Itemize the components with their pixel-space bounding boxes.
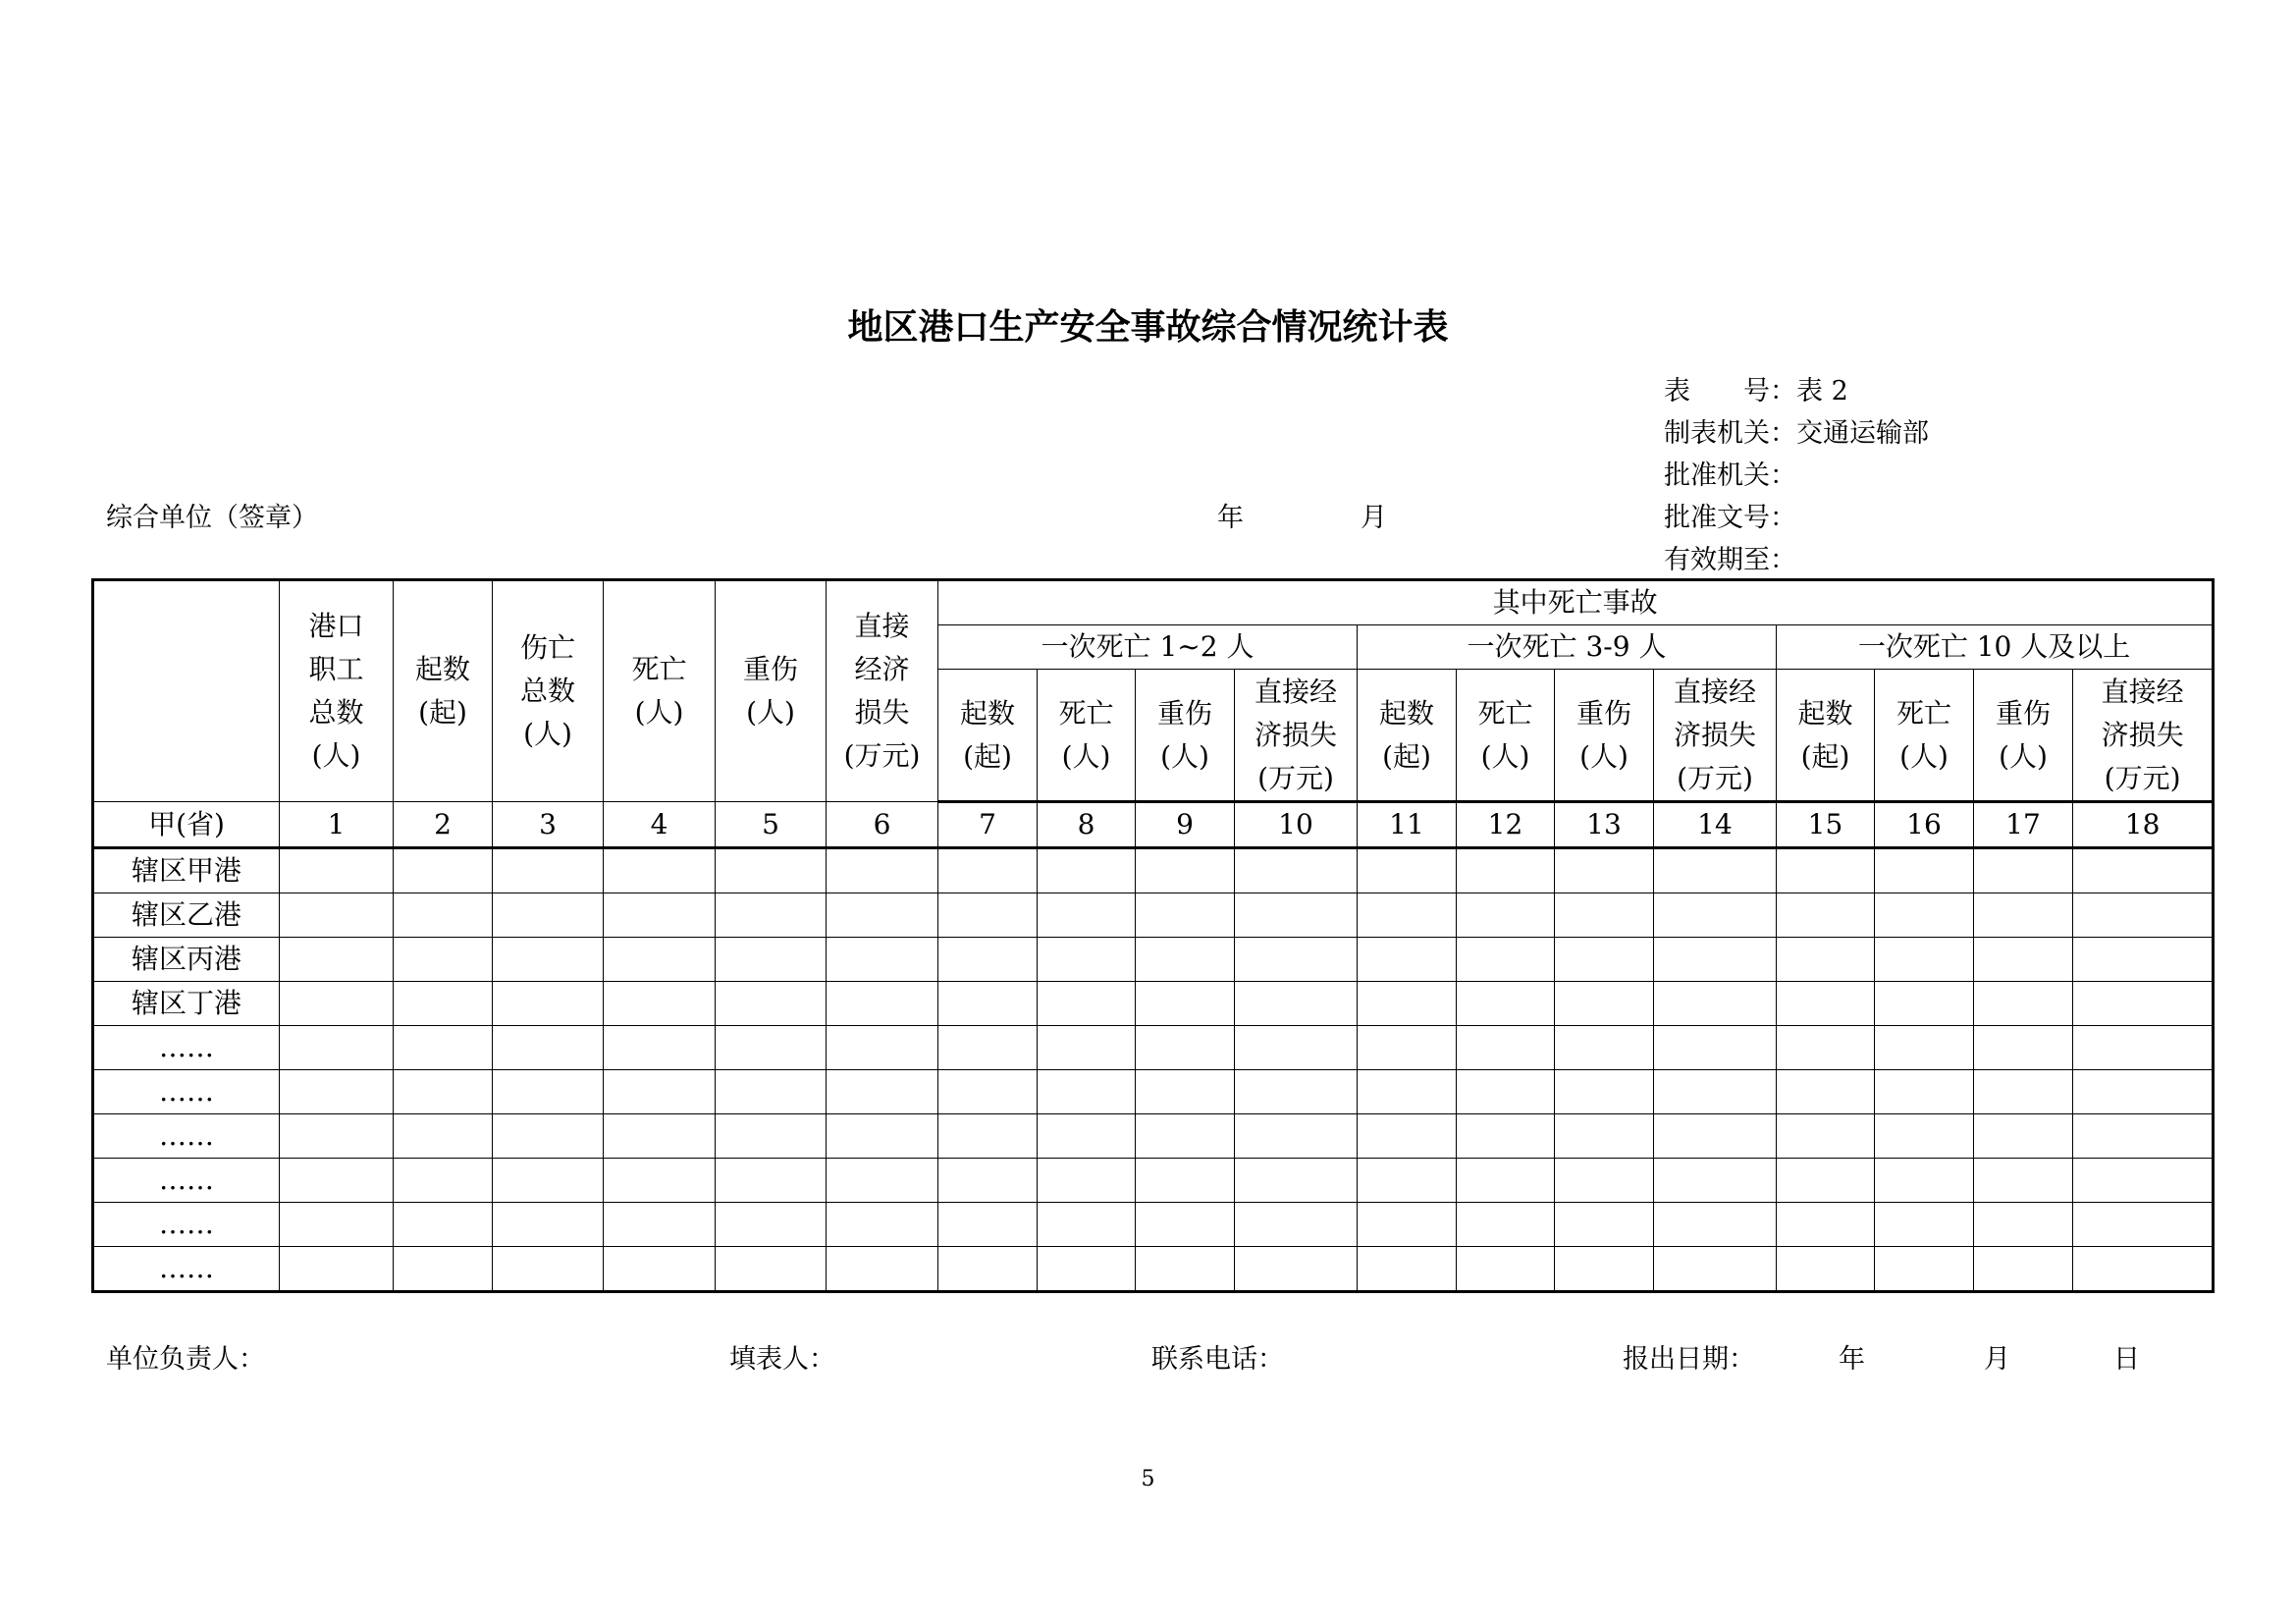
subheader-loss [1235, 670, 1358, 802]
table-row [93, 1026, 2214, 1070]
data-entry-cell[interactable] [1654, 938, 1777, 982]
data-entry-cell[interactable] [1235, 938, 1358, 982]
column-number-row [93, 802, 2214, 848]
data-entry-cell[interactable] [827, 1159, 938, 1203]
data-entry-cell[interactable] [394, 1159, 493, 1203]
data-entry-cell[interactable] [1654, 1159, 1777, 1203]
column-number-cell: 7 [938, 802, 1038, 848]
data-entry-cell[interactable] [1358, 1114, 1457, 1159]
data-entry-cell[interactable] [394, 893, 493, 938]
data-entry-cell[interactable] [1136, 1114, 1235, 1159]
data-entry-cell[interactable] [394, 1070, 493, 1114]
data-entry-cell[interactable] [280, 848, 394, 893]
data-entry-cell[interactable] [1875, 1026, 1974, 1070]
subheader-injuries [1555, 670, 1654, 802]
data-entry-cell[interactable] [1235, 848, 1358, 893]
data-entry-cell[interactable] [1136, 1026, 1235, 1070]
data-entry-cell[interactable] [493, 1114, 604, 1159]
data-entry-cell[interactable] [1654, 1114, 1777, 1159]
column-number-cell: 11 [1358, 802, 1457, 848]
unit-label: 综合单位（签章） [106, 503, 318, 533]
row-label: …… [93, 1114, 280, 1159]
data-entry-cell[interactable] [1136, 848, 1235, 893]
row-label: 辖区甲港 [93, 848, 280, 893]
header-workers-total [280, 580, 394, 802]
data-entry-cell[interactable] [493, 1247, 604, 1292]
data-entry-cell[interactable] [827, 982, 938, 1026]
data-entry-cell[interactable] [604, 1159, 716, 1203]
data-entry-cell[interactable] [1235, 1159, 1358, 1203]
approver-label: 批准机关： [1664, 460, 1796, 491]
column-number-cell: 18 [2073, 802, 2214, 848]
data-entry-cell[interactable] [604, 848, 716, 893]
data-entry-cell[interactable] [1038, 1070, 1136, 1114]
subheader-text: 直接经 济损失 (万元) [1673, 675, 1756, 794]
data-entry-cell[interactable] [1875, 1203, 1974, 1247]
data-entry-cell[interactable] [493, 938, 604, 982]
data-entry-cell[interactable] [493, 1203, 604, 1247]
subheader-deaths [1038, 670, 1136, 802]
data-entry-cell[interactable] [1875, 1114, 1974, 1159]
data-entry-cell[interactable] [1457, 893, 1555, 938]
code-row-label: 甲(省) [93, 802, 280, 848]
data-entry-cell[interactable] [1358, 893, 1457, 938]
data-entry-cell[interactable] [1974, 1247, 2073, 1292]
data-entry-cell[interactable] [1358, 982, 1457, 1026]
valid-until-row [1664, 538, 1796, 576]
data-entry-cell[interactable] [1875, 1070, 1974, 1114]
data-entry-cell[interactable] [493, 1159, 604, 1203]
header-fatal-accidents: 其中死亡事故 [938, 580, 2214, 625]
data-entry-cell[interactable] [938, 1159, 1038, 1203]
subheader-deaths [1875, 670, 1974, 802]
data-entry-cell[interactable] [1235, 1247, 1358, 1292]
row-label: 辖区乙港 [93, 893, 280, 938]
data-entry-cell[interactable] [1974, 982, 2073, 1026]
footer-month-label: 月 [1984, 1344, 2010, 1375]
data-entry-cell[interactable] [1974, 848, 2073, 893]
subheader-text: 直接经 济损失 (万元) [1254, 675, 1337, 794]
data-entry-cell[interactable] [394, 1203, 493, 1247]
data-entry-cell[interactable] [827, 893, 938, 938]
header-deaths [604, 580, 716, 802]
data-entry-cell[interactable] [1875, 1159, 1974, 1203]
data-entry-cell[interactable] [1777, 1070, 1875, 1114]
data-entry-cell[interactable] [1358, 1070, 1457, 1114]
data-entry-cell[interactable] [394, 1114, 493, 1159]
row-label: …… [93, 1247, 280, 1292]
data-entry-cell[interactable] [1136, 1070, 1235, 1114]
data-entry-cell[interactable] [1555, 1203, 1654, 1247]
data-entry-cell[interactable] [280, 1203, 394, 1247]
data-entry-cell[interactable] [1358, 938, 1457, 982]
data-entry-cell[interactable] [1235, 1203, 1358, 1247]
data-entry-cell[interactable] [1777, 982, 1875, 1026]
data-entry-cell[interactable] [394, 1026, 493, 1070]
header-group-3-9-deaths: 一次死亡 3-9 人 [1358, 625, 1777, 670]
table-row [93, 1070, 2214, 1114]
data-entry-cell[interactable] [938, 1203, 1038, 1247]
data-entry-cell[interactable] [827, 938, 938, 982]
data-entry-cell[interactable] [493, 848, 604, 893]
subheader-text: 死亡 (人) [1896, 696, 1951, 773]
subheader-text: 重伤 (人) [1575, 696, 1631, 773]
data-entry-cell[interactable] [1235, 1114, 1358, 1159]
column-number-cell: 14 [1654, 802, 1777, 848]
column-number-cell: 6 [827, 802, 938, 848]
data-entry-cell[interactable] [1654, 1026, 1777, 1070]
data-entry-cell[interactable] [1777, 848, 1875, 893]
maker-row [1664, 411, 1929, 450]
data-entry-cell[interactable] [493, 893, 604, 938]
column-number-cell: 2 [394, 802, 493, 848]
data-entry-cell[interactable] [716, 982, 827, 1026]
table-number-value: 表 2 [1796, 376, 1848, 406]
data-entry-cell[interactable] [604, 1070, 716, 1114]
data-entry-cell[interactable] [604, 1114, 716, 1159]
approval-number-row [1664, 496, 1796, 534]
data-entry-cell[interactable] [280, 1159, 394, 1203]
data-entry-cell[interactable] [1038, 982, 1136, 1026]
data-entry-cell[interactable] [1136, 1159, 1235, 1203]
data-entry-cell[interactable] [1235, 893, 1358, 938]
data-entry-cell[interactable] [716, 1159, 827, 1203]
data-entry-cell[interactable] [1358, 1026, 1457, 1070]
data-entry-cell[interactable] [394, 938, 493, 982]
data-entry-cell[interactable] [1974, 1114, 2073, 1159]
data-entry-cell[interactable] [1235, 1026, 1358, 1070]
data-entry-cell[interactable] [1974, 938, 2073, 982]
data-entry-cell[interactable] [827, 1203, 938, 1247]
maker-value: 交通运输部 [1796, 418, 1929, 449]
data-entry-cell[interactable] [1974, 1026, 2073, 1070]
data-entry-cell[interactable] [1875, 848, 1974, 893]
data-entry-cell[interactable] [604, 893, 716, 938]
header-accident-count [394, 580, 493, 802]
data-entry-cell[interactable] [1235, 1070, 1358, 1114]
data-entry-cell[interactable] [1136, 893, 1235, 938]
data-entry-cell[interactable] [938, 1026, 1038, 1070]
data-entry-cell[interactable] [1038, 848, 1136, 893]
table-row [93, 982, 2214, 1026]
data-entry-cell[interactable] [938, 893, 1038, 938]
subheader-text: 直接经 济损失 (万元) [2101, 675, 2184, 794]
data-entry-cell[interactable] [394, 848, 493, 893]
data-entry-cell[interactable] [827, 848, 938, 893]
column-number-cell: 17 [1974, 802, 2073, 848]
data-entry-cell[interactable] [280, 1247, 394, 1292]
data-entry-cell[interactable] [1358, 1159, 1457, 1203]
data-entry-cell[interactable] [1358, 1203, 1457, 1247]
data-entry-cell[interactable] [1358, 848, 1457, 893]
statistics-table [91, 578, 2215, 1293]
data-entry-cell[interactable] [1555, 893, 1654, 938]
page-number: 5 [1141, 1467, 1155, 1491]
data-entry-cell[interactable] [1457, 1159, 1555, 1203]
data-entry-cell[interactable] [938, 848, 1038, 893]
data-entry-cell[interactable] [1777, 1203, 1875, 1247]
row-label: …… [93, 1070, 280, 1114]
subheader-count [1777, 670, 1875, 802]
data-entry-cell[interactable] [2073, 893, 2214, 938]
column-number-cell: 10 [1235, 802, 1358, 848]
data-entry-cell[interactable] [938, 1247, 1038, 1292]
table-number-label-suffix: 号： [1743, 376, 1796, 406]
data-entry-cell[interactable] [2073, 982, 2214, 1026]
data-entry-cell[interactable] [280, 982, 394, 1026]
column-number-cell: 5 [716, 802, 827, 848]
data-entry-cell[interactable] [1038, 1026, 1136, 1070]
subheader-count [1358, 670, 1457, 802]
table-row [93, 1247, 2214, 1292]
column-number-cell: 8 [1038, 802, 1136, 848]
data-entry-cell[interactable] [280, 1026, 394, 1070]
data-entry-cell[interactable] [1974, 1159, 2073, 1203]
data-entry-cell[interactable] [938, 982, 1038, 1026]
subheader-injuries [1974, 670, 2073, 802]
data-entry-cell[interactable] [1555, 1247, 1654, 1292]
data-entry-cell[interactable] [716, 893, 827, 938]
data-entry-cell[interactable] [1457, 1203, 1555, 1247]
subheader-text: 死亡 (人) [1058, 696, 1114, 773]
subheader-loss [2073, 670, 2214, 802]
header-text: 港口 职工 总数 (人) [308, 610, 364, 772]
data-entry-cell[interactable] [1654, 982, 1777, 1026]
data-entry-cell[interactable] [2073, 1203, 2214, 1247]
column-number-cell: 12 [1457, 802, 1555, 848]
header-text: 死亡 (人) [631, 653, 687, 729]
data-entry-cell[interactable] [1235, 982, 1358, 1026]
data-entry-cell[interactable] [1654, 893, 1777, 938]
data-entry-cell[interactable] [827, 1114, 938, 1159]
data-entry-cell[interactable] [1136, 982, 1235, 1026]
data-entry-cell[interactable] [716, 1070, 827, 1114]
data-entry-cell[interactable] [1777, 1026, 1875, 1070]
data-entry-cell[interactable] [280, 1114, 394, 1159]
data-entry-cell[interactable] [1038, 1247, 1136, 1292]
data-entry-cell[interactable] [1555, 1114, 1654, 1159]
data-entry-cell[interactable] [394, 1247, 493, 1292]
date-year-label: 年 [1217, 503, 1244, 533]
table-row [93, 848, 2214, 893]
data-entry-cell[interactable] [1457, 848, 1555, 893]
column-number-cell: 4 [604, 802, 716, 848]
subheader-text: 起数 (起) [959, 696, 1015, 773]
table-row [93, 1203, 2214, 1247]
header-text: 伤亡 总数 (人) [519, 631, 575, 750]
data-entry-cell[interactable] [280, 1070, 394, 1114]
column-number-cell: 16 [1875, 802, 1974, 848]
data-entry-cell[interactable] [2073, 1114, 2214, 1159]
valid-until-label: 有效期至： [1664, 545, 1796, 575]
data-entry-cell[interactable] [1974, 1070, 2073, 1114]
column-number-cell: 1 [280, 802, 394, 848]
footer-day-label: 日 [2113, 1344, 2140, 1375]
header-serious-injuries [716, 580, 827, 802]
footer-phone-label: 联系电话： [1151, 1344, 1284, 1375]
data-entry-cell[interactable] [1038, 1203, 1136, 1247]
data-entry-cell[interactable] [394, 982, 493, 1026]
data-entry-cell[interactable] [1038, 1159, 1136, 1203]
row-label: …… [93, 1026, 280, 1070]
approval-number-label: 批准文号： [1664, 503, 1796, 533]
data-entry-cell[interactable] [1777, 1159, 1875, 1203]
data-entry-cell[interactable] [716, 1026, 827, 1070]
data-entry-cell[interactable] [1555, 938, 1654, 982]
data-entry-cell[interactable] [1654, 1203, 1777, 1247]
data-entry-cell[interactable] [1038, 1114, 1136, 1159]
subheader-count [938, 670, 1038, 802]
data-entry-cell[interactable] [2073, 848, 2214, 893]
row-label: …… [93, 1159, 280, 1203]
column-number-cell: 13 [1555, 802, 1654, 848]
column-number-cell: 15 [1777, 802, 1875, 848]
approver-row [1664, 454, 1796, 492]
data-entry-cell[interactable] [2073, 1026, 2214, 1070]
data-entry-cell[interactable] [1457, 1247, 1555, 1292]
data-entry-cell[interactable] [1654, 1247, 1777, 1292]
header-text: 直接 经济 损失 (万元) [843, 610, 921, 772]
data-entry-cell[interactable] [938, 938, 1038, 982]
data-entry-cell[interactable] [1555, 982, 1654, 1026]
column-number-cell: 9 [1136, 802, 1235, 848]
header-corner-cell [93, 580, 280, 802]
footer-filler-label: 填表人： [729, 1344, 835, 1375]
data-entry-cell[interactable] [1038, 938, 1136, 982]
data-entry-cell[interactable] [1875, 1247, 1974, 1292]
data-entry-cell[interactable] [716, 1203, 827, 1247]
data-entry-cell[interactable] [1457, 938, 1555, 982]
data-entry-cell[interactable] [280, 938, 394, 982]
data-entry-cell[interactable] [1875, 893, 1974, 938]
data-entry-cell[interactable] [1777, 1247, 1875, 1292]
data-entry-cell[interactable] [1457, 1070, 1555, 1114]
page-title: 地区港口生产安全事故综合情况统计表 [847, 307, 1449, 348]
header-casualty-total [493, 580, 604, 802]
header-group-1-2-deaths: 一次死亡 1~2 人 [938, 625, 1358, 670]
data-entry-cell[interactable] [604, 1026, 716, 1070]
footer-leader-label: 单位负责人： [106, 1344, 265, 1375]
header-text: 起数 (起) [414, 653, 470, 729]
table-row [93, 893, 2214, 938]
data-entry-cell[interactable] [1777, 938, 1875, 982]
subheader-deaths [1457, 670, 1555, 802]
row-label: 辖区丁港 [93, 982, 280, 1026]
data-entry-cell[interactable] [938, 1114, 1038, 1159]
footer-report-date-label: 报出日期： [1623, 1344, 1755, 1375]
data-entry-cell[interactable] [716, 1114, 827, 1159]
data-entry-cell[interactable] [827, 1026, 938, 1070]
data-entry-cell[interactable] [1555, 1159, 1654, 1203]
header-text: 重伤 (人) [742, 653, 798, 729]
data-entry-cell[interactable] [716, 1247, 827, 1292]
subheader-text: 重伤 (人) [1156, 696, 1212, 773]
subheader-loss [1654, 670, 1777, 802]
table-number-row [1664, 369, 1848, 407]
data-entry-cell[interactable] [1777, 1114, 1875, 1159]
table-row [93, 1159, 2214, 1203]
data-entry-cell[interactable] [1654, 848, 1777, 893]
data-entry-cell[interactable] [493, 982, 604, 1026]
data-entry-cell[interactable] [1555, 1026, 1654, 1070]
subheader-text: 起数 (起) [1797, 696, 1853, 773]
table-row [93, 1114, 2214, 1159]
subheader-injuries [1136, 670, 1235, 802]
subheader-text: 起数 (起) [1378, 696, 1434, 773]
data-entry-cell[interactable] [1555, 848, 1654, 893]
data-entry-cell[interactable] [1358, 1247, 1457, 1292]
data-entry-cell[interactable] [1457, 982, 1555, 1026]
row-label: …… [93, 1203, 280, 1247]
data-entry-cell[interactable] [827, 1247, 938, 1292]
data-entry-cell[interactable] [280, 893, 394, 938]
subheader-text: 重伤 (人) [1995, 696, 2051, 773]
data-entry-cell[interactable] [2073, 1159, 2214, 1203]
data-entry-cell[interactable] [604, 1203, 716, 1247]
data-entry-cell[interactable] [938, 1070, 1038, 1114]
data-entry-cell[interactable] [1974, 893, 2073, 938]
row-label: 辖区丙港 [93, 938, 280, 982]
data-entry-cell[interactable] [493, 1026, 604, 1070]
data-entry-cell[interactable] [827, 1070, 938, 1114]
data-entry-cell[interactable] [1457, 1114, 1555, 1159]
header-group-10-plus-deaths: 一次死亡 10 人及以上 [1777, 625, 2214, 670]
data-entry-cell[interactable] [604, 938, 716, 982]
data-entry-cell[interactable] [716, 848, 827, 893]
table-row [93, 938, 2214, 982]
data-entry-cell[interactable] [1875, 938, 1974, 982]
data-entry-cell[interactable] [1875, 982, 1974, 1026]
data-entry-cell[interactable] [1974, 1203, 2073, 1247]
header-direct-loss [827, 580, 938, 802]
data-entry-cell[interactable] [1136, 1203, 1235, 1247]
data-entry-cell[interactable] [1136, 938, 1235, 982]
date-month-label: 月 [1361, 503, 1387, 533]
maker-label: 制表机关： [1664, 418, 1796, 449]
data-entry-cell[interactable] [1136, 1247, 1235, 1292]
footer-year-label: 年 [1839, 1344, 1865, 1375]
data-entry-cell[interactable] [493, 1070, 604, 1114]
data-entry-cell[interactable] [2073, 1247, 2214, 1292]
column-number-cell: 3 [493, 802, 604, 848]
data-entry-cell[interactable] [1457, 1026, 1555, 1070]
data-entry-cell[interactable] [604, 1247, 716, 1292]
table-number-label: 表 [1664, 376, 1690, 406]
data-entry-cell[interactable] [2073, 1070, 2214, 1114]
data-entry-cell[interactable] [1555, 1070, 1654, 1114]
data-entry-cell[interactable] [2073, 938, 2214, 982]
data-entry-cell[interactable] [1777, 893, 1875, 938]
subheader-text: 死亡 (人) [1477, 696, 1533, 773]
data-entry-cell[interactable] [1654, 1070, 1777, 1114]
data-entry-cell[interactable] [604, 982, 716, 1026]
data-entry-cell[interactable] [716, 938, 827, 982]
data-entry-cell[interactable] [1038, 893, 1136, 938]
